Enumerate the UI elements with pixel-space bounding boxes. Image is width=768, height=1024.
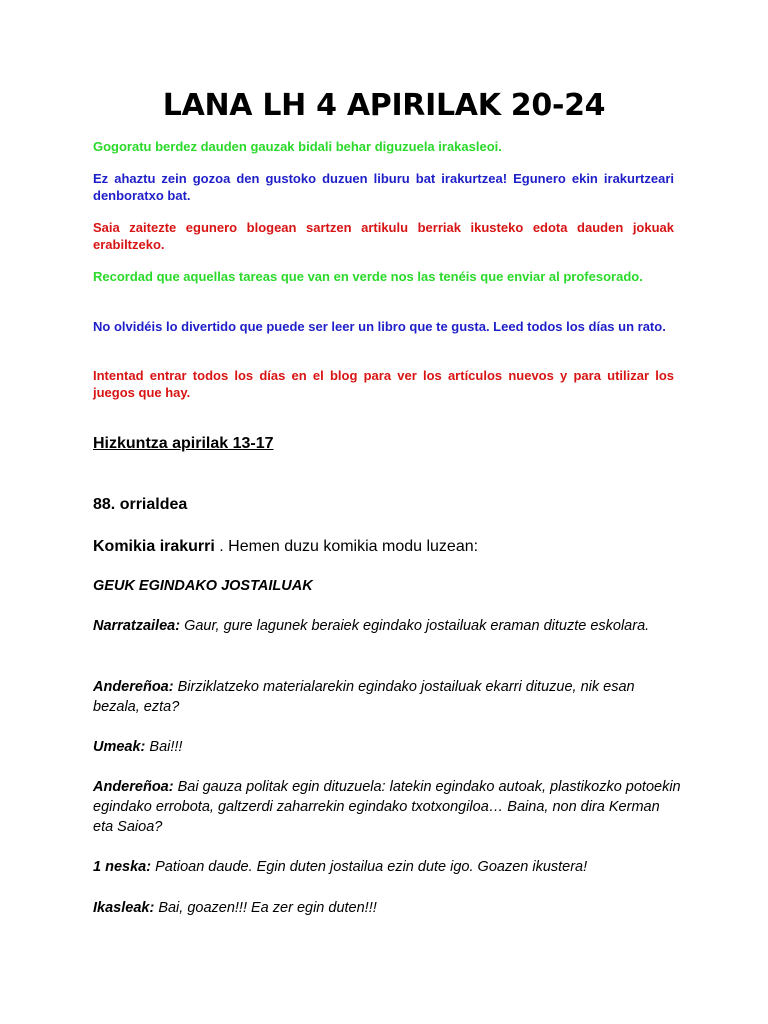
page-reference: 88. orrialdea bbox=[93, 496, 188, 513]
dialogue-text: Bai gauza politak egin dituzuela: latekin egindako autoak, plastikozko potoekin egindako errobota, galtzerdi zaharrekin egindako txotxongiloa… Baina, non dira Kerman eta Saioa? bbox=[93, 779, 681, 835]
note-eu-red: Saia zaitezte egunero blogean sartzen artikulu berriak ikusteko edota dauden jokuak erabiltzeko. bbox=[93, 220, 674, 252]
comic-title: GEUK EGINDAKO JOSTAILUAK bbox=[93, 578, 313, 594]
comic-intro-label: Komikia irakurri bbox=[93, 538, 215, 555]
dialogue-text: Patioan daude. Egin duten jostailua ezin dute igo. Goazen ikustera! bbox=[155, 859, 588, 875]
note-es-blue: No olvidéis lo divertido que puede ser leer un libro que te gusta. Leed todos los días un rato. bbox=[93, 319, 666, 334]
dialogue-line-2 bbox=[93, 677, 673, 717]
comic-intro bbox=[93, 537, 693, 557]
dialogue-text: Bai!!! bbox=[149, 739, 183, 755]
dialogue-speaker: Ikasleak: bbox=[93, 900, 155, 916]
dialogue-line-3 bbox=[93, 737, 693, 757]
page-title: LANA LH 4 APIRILAK 20-24 bbox=[162, 88, 606, 123]
dialogue-line-4 bbox=[93, 777, 683, 837]
dialogue-text: Bai, goazen!!! Ea zer egin duten!!! bbox=[158, 900, 377, 916]
note-es-red: Intentad entrar todos los días en el blog para ver los artículos nuevos y para utilizar los juegos que hay. bbox=[93, 368, 674, 400]
note-eu-green: Gogoratu berdez dauden gauzak bidali behar diguzuela irakasleoi. bbox=[93, 139, 502, 154]
dialogue-text: Gaur, gure lagunek beraiek egindako jostailuak eraman dituzte eskolara. bbox=[184, 618, 650, 634]
comic-intro-text: . Hemen duzu komikia modu luzean: bbox=[214, 538, 479, 555]
dialogue-line-6 bbox=[93, 898, 693, 918]
note-es-green: Recordad que aquellas tareas que van en verde nos las tenéis que enviar al profesorado. bbox=[93, 269, 643, 284]
dialogue-text: Birziklatzeko materialarekin egindako jostailuak ekarri dituzue, nik esan bezala, ezta? bbox=[93, 679, 635, 715]
dialogue-line-1 bbox=[93, 616, 653, 636]
dialogue-line-5 bbox=[93, 857, 693, 877]
dialogue-speaker: Andereñoa: bbox=[93, 779, 174, 795]
section-heading: Hizkuntza apirilak 13-17 bbox=[93, 435, 274, 452]
dialogue-speaker: 1 neska: bbox=[93, 859, 152, 875]
dialogue-speaker: Umeak: bbox=[93, 739, 146, 755]
dialogue-speaker: Andereñoa: bbox=[93, 679, 174, 695]
note-eu-blue: Ez ahaztu zein gozoa den gustoko duzuen liburu bat irakurtzea! Egunero ekin irakurtzeari denboratxo bat. bbox=[93, 171, 674, 203]
dialogue-speaker: Narratzailea: bbox=[93, 618, 181, 634]
